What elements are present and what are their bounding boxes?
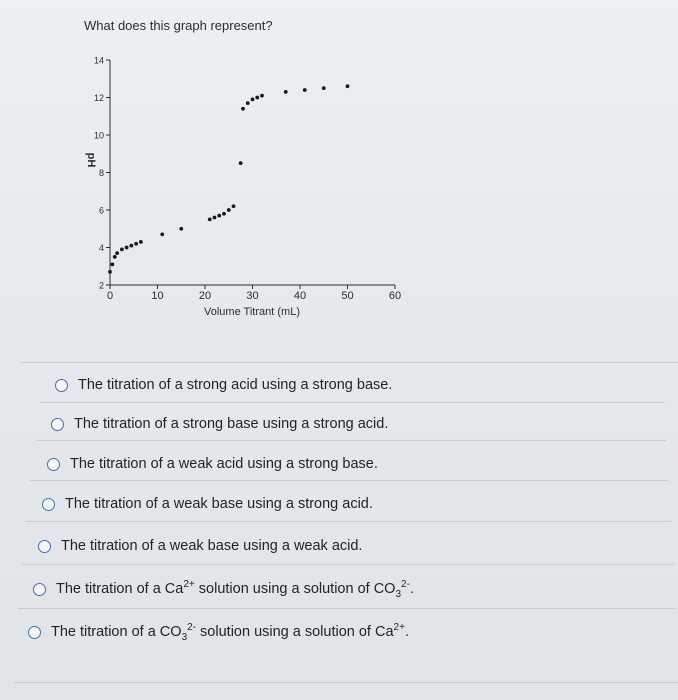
divider xyxy=(22,564,674,565)
y-tick-label: 8 xyxy=(98,168,104,178)
data-point xyxy=(346,84,350,88)
option-7[interactable] xyxy=(28,622,409,643)
data-point xyxy=(260,94,264,98)
divider xyxy=(14,682,678,683)
x-tick-label: 0 xyxy=(106,290,114,302)
x-tick-label: 40 xyxy=(293,290,307,302)
option-5[interactable] xyxy=(38,538,362,554)
divider xyxy=(40,402,665,403)
titration-chart xyxy=(0,0,678,330)
data-point xyxy=(110,262,114,266)
option-label: The titration of a weak base using a weak acid. xyxy=(61,538,363,554)
question-text: What does this graph represent? xyxy=(84,18,273,33)
data-point xyxy=(139,240,143,244)
y-tick-label: 14 xyxy=(93,55,104,66)
radio-circle-icon[interactable] xyxy=(28,626,41,639)
data-point xyxy=(284,90,288,94)
data-point xyxy=(241,107,245,111)
data-point xyxy=(134,242,138,246)
radio-circle-icon[interactable] xyxy=(38,540,51,553)
radio-circle-icon[interactable] xyxy=(55,379,68,392)
data-point xyxy=(217,214,221,218)
data-point xyxy=(208,217,212,221)
radio-circle-icon[interactable] xyxy=(33,583,46,596)
x-tick-label: 60 xyxy=(388,290,402,302)
y-tick-label: 6 xyxy=(98,205,104,216)
data-point xyxy=(232,204,236,208)
data-point xyxy=(120,247,124,251)
data-point xyxy=(303,88,307,92)
option-6[interactable] xyxy=(33,579,414,600)
data-point xyxy=(227,208,231,212)
divider xyxy=(26,521,671,522)
option-2[interactable] xyxy=(51,416,388,432)
x-tick-label: 20 xyxy=(198,290,212,302)
data-point xyxy=(115,251,119,255)
data-point xyxy=(239,161,243,165)
x-axis-label: Volume Titrant (mL) xyxy=(204,306,300,318)
divider xyxy=(36,440,666,441)
option-label: The titration of a $Ca^{2+}$ solution using a solution of $CO_3^{2-}$. xyxy=(56,579,414,600)
data-point xyxy=(125,246,129,250)
y-tick-label: 4 xyxy=(98,243,104,253)
data-point xyxy=(113,255,117,259)
radio-circle-icon[interactable] xyxy=(51,418,64,431)
option-1[interactable] xyxy=(55,377,392,393)
option-label: The titration of a strong acid using a strong base. xyxy=(78,377,393,393)
data-point xyxy=(129,244,133,248)
divider xyxy=(20,362,678,363)
option-label: The titration of a weak base using a strong acid. xyxy=(65,496,373,512)
option-label: The titration of a strong base using a strong acid. xyxy=(74,416,389,432)
y-tick-label: 10 xyxy=(93,130,104,141)
radio-circle-icon[interactable] xyxy=(47,458,60,471)
divider xyxy=(30,480,668,481)
data-point xyxy=(222,212,226,216)
option-label: The titration of a weak acid using a strong base. xyxy=(70,456,378,472)
option-label: The titration of a $CO_3^{2-}$ solution using a solution of $Ca^{2+}$. xyxy=(51,622,409,643)
data-point xyxy=(160,232,164,236)
y-tick-label: 2 xyxy=(98,280,104,291)
data-point xyxy=(322,86,326,90)
y-tick-label: 12 xyxy=(93,93,104,103)
data-point xyxy=(213,216,217,220)
x-tick-label: 10 xyxy=(151,290,164,302)
divider xyxy=(18,608,676,609)
data-point xyxy=(108,270,112,274)
x-tick-label: 30 xyxy=(246,290,259,302)
option-3[interactable] xyxy=(47,456,378,472)
data-point xyxy=(251,97,255,101)
data-point xyxy=(179,227,183,231)
y-axis-label: pH xyxy=(85,152,97,168)
data-point xyxy=(255,96,259,100)
x-tick-label: 50 xyxy=(341,290,354,302)
option-4[interactable] xyxy=(42,496,373,512)
radio-circle-icon[interactable] xyxy=(42,498,55,511)
data-point xyxy=(246,101,250,105)
